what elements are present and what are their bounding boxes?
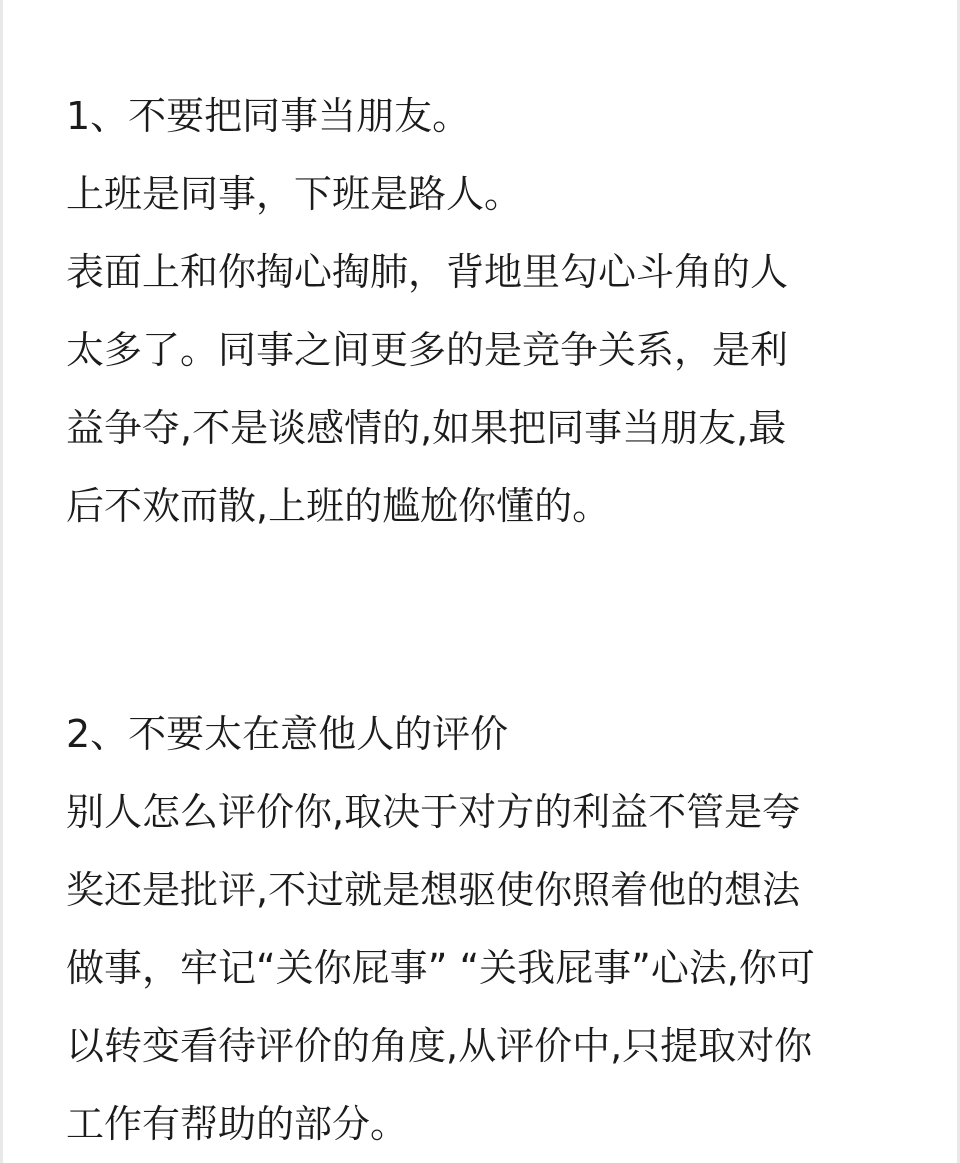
section-1 <box>66 77 926 545</box>
paragraph-line: 后不欢而散,上班的尴尬你懂的。 <box>66 484 611 528</box>
paragraph-line: 以转变看待评价的角度,从评价中,只提取对你 <box>66 1024 813 1068</box>
paragraph-line: 别人怎么评价你,取决于对方的利益不管是夸 <box>66 790 801 834</box>
section-2-heading: 2、不要太在意他人的评价 <box>66 712 509 756</box>
article-body <box>66 77 926 1163</box>
section-2 <box>66 695 926 1163</box>
paragraph-line: 工作有帮助的部分。 <box>66 1102 409 1146</box>
paragraph-line: 上班是同事，下班是路人。 <box>66 172 523 216</box>
paragraph-line: 益争夺,不是谈感情的,如果把同事当朋友,最 <box>66 406 787 450</box>
page-edge-left <box>0 0 3 1163</box>
paragraph-line: 表面上和你掏心掏肺，背地里勾心斗角的人 <box>66 250 789 294</box>
section-1-heading: 1、不要把同事当朋友。 <box>66 94 471 138</box>
paragraph-line: 做事，牢记“关你屁事” “关我屁事”心法,你可 <box>66 946 815 990</box>
paragraph-line: 奖还是批评,不过就是想驱使你照着他的想法 <box>66 868 801 912</box>
paragraph-line: 太多了。同事之间更多的是竞争关系，是利 <box>66 328 789 372</box>
